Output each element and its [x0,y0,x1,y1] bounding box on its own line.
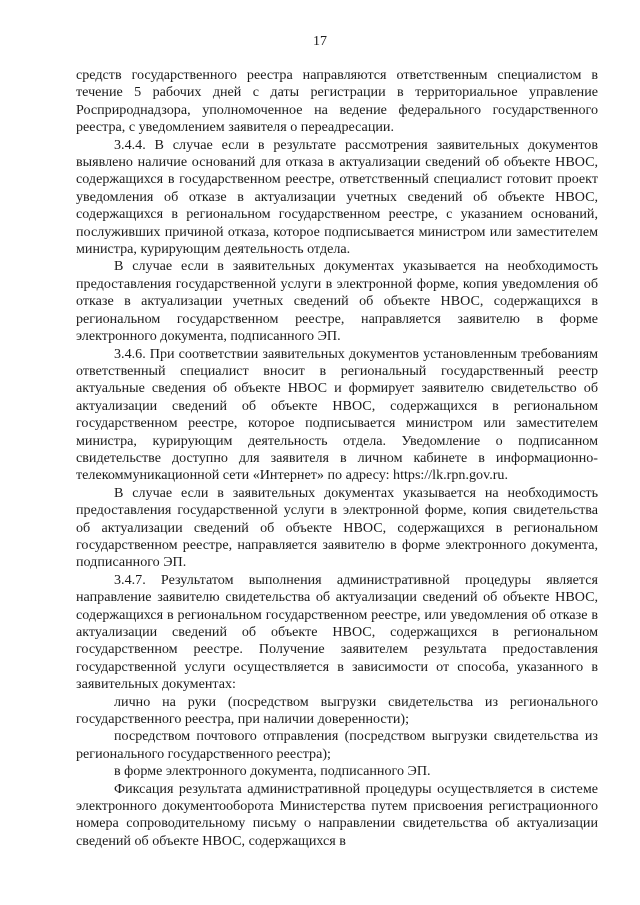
paragraph-fixation: Фиксация результата административной процедуры осуществляется в системе электронного документооборота Министерства путем присвоения регистрационного номера сопроводительному письму о направлении свидетельства об актуализации сведений об объекте НВОС, содержащихся в [76,780,598,849]
paragraph-continuation: средств государственного реестра направляются ответственным специалистом в течение 5 рабочих дней с даты регистрации в территориальное управление Росприроднадзора, уполномоченное на ведение федерального государственного реестра, с уведомлением заявителя о переадресации. [76,67,598,136]
list-item-electronic: в форме электронного документа, подписанного ЭП. [114,763,431,780]
list-item-by-mail: посредством почтового отправления (посредством выгрузки свидетельства из регионального государственного реестра); [76,728,598,762]
page-number: 17 [313,34,327,49]
paragraph-electronic-refusal: В случае если в заявительных документах указывается на необходимость предоставления государственной услуги в электронной форме, копия уведомления об отказе в актуализации учетных сведений об объекте НВОС, содержащихся в региональном государственном реестре, направляется заявителю в форме электронного документа, подписанного ЭП. [76,258,598,345]
paragraph-3-4-6: 3.4.6. При соответствии заявительных документов установленным требованиям ответственный специалист вносит в региональный государственный реестр актуальные сведения об объекте НВОС и формирует заявителю свидетельство об актуализации сведений об объекте НВОС, содержащихся в региональном государственном реестре, которое подписывается министром или заместителем министра, курирующим деятельность отдела. Уведомление о подписанном свидетельстве доступно для заявителя в личном кабинете в информационно-телекоммуникационной сети «Интернет» по адресу: https://lk.rpn.gov.ru. [76,345,598,484]
paragraph-3-4-7: 3.4.7. Результатом выполнения административной процедуры является направление заявителю свидетельства об актуализации сведений об объекте НВОС, содержащихся в региональном государственном реестре, или уведомления об отказе в актуализации сведений об объекте НВОС, содержащихся в региональном государственном реестре. Получение заявителем результата предоставления государственной услуги осуществляется в зависимости от способа, указанного в заявительных документах: [76,571,598,693]
document-body [76,67,598,850]
paragraph-3-4-4: 3.4.4. В случае если в результате рассмотрения заявительных документов выявлено наличие оснований для отказа в актуализации сведений об объекте НВОС, содержащихся в государственном реестре, ответственный специалист готовит проект уведомления об отказе в актуализации учетных сведений об объекте НВОС, содержащихся в региональном государственном реестре, с указанием оснований, послуживших причиной отказа, которое подписывается министром или заместителем министра, курирующим деятельность отдела. [76,136,598,258]
list-item-in-person: лично на руки (посредством выгрузки свидетельства из регионального государственного реестра, при наличии доверенности); [76,693,598,728]
paragraph-electronic-certificate: В случае если в заявительных документах указывается на необходимость предоставления государственной услуги в электронной форме, копия свидетельства об актуализации сведений об объекте НВОС, содержащихся в региональном государственном реестре, направляется заявителю в форме электронного документа, подписанного ЭП. [76,484,598,571]
